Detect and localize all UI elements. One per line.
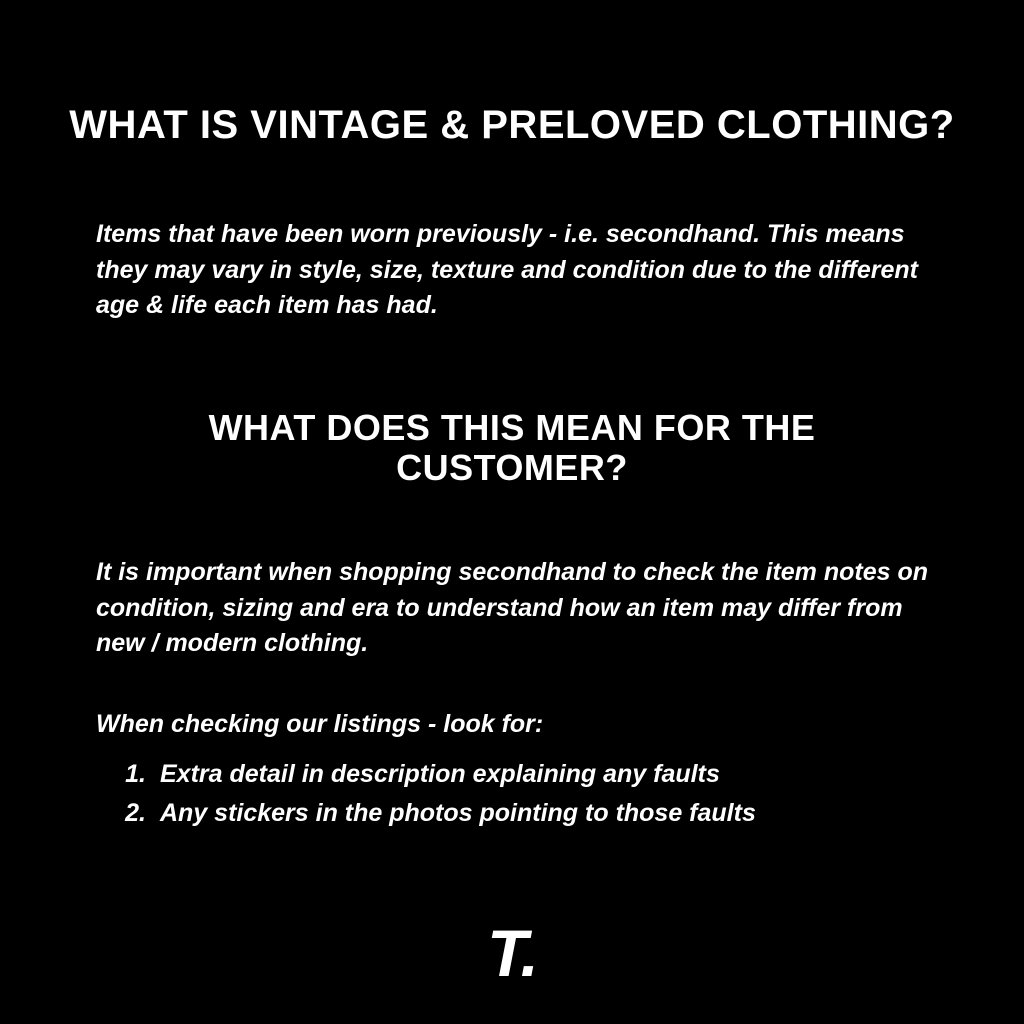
list-item-label: Extra detail in description explaining any faults [160,760,720,788]
listings-prompt-paragraph: When checking our listings - look for: [96,710,544,738]
checklist [120,755,940,833]
list-item-label: Any stickers in the photos pointing to those faults [160,798,756,827]
list-item-number: 1. [125,760,146,788]
customer-guidance-paragraph: It is important when shopping secondhand to check the item notes on condition, sizing and era to understand how an item may differ from new / modern clothing. [96,558,929,657]
section-heading-customer: WHAT DOES THIS MEAN FOR THE CUSTOMER? [208,406,816,489]
definition-paragraph: Items that have been worn previously - i.e. secondhand. This means they may vary in style, size, texture and condition due to the different age & life each item has had. [96,220,918,319]
brand-logo: T. [487,916,537,990]
page-title: WHAT IS VINTAGE & PRELOVED CLOTHING? [69,102,955,147]
list-item [120,794,940,833]
list-item-number: 2. [125,798,146,827]
list-item [120,755,940,794]
